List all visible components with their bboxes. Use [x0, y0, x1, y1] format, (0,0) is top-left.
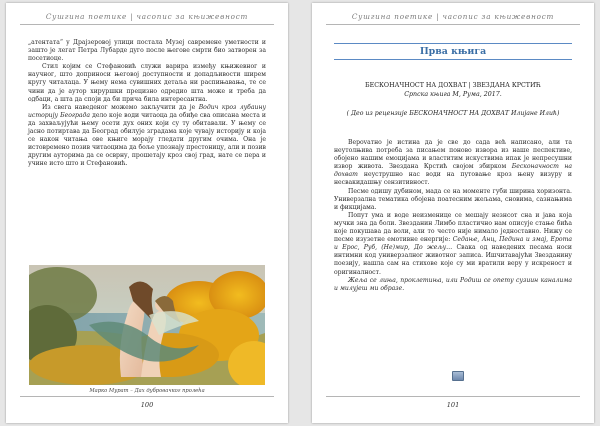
review-title-line: БЕСКОНАЧНОСТ НА ДОХВАТ | ЗВЕЗДАНА КРСТИЋ	[365, 82, 541, 89]
quoted-verse-italic: Жељa се лињa, проклетиња, или Родиш се опету сузиин каналима и милујеш ми образе.	[334, 276, 572, 292]
left-page	[6, 3, 288, 423]
painting-caption: Марко Мурат – Дах дубровачког пролећа	[89, 388, 205, 394]
review-publisher-line: Српска књига М, Рума, 2017.	[404, 91, 502, 98]
paragraph: Песме одишу дубином, мада се на моменте губи ширина хоризонта. Универзална тематика обојена поатесним жељама, сновима, сазнањима и фикцијама.	[334, 187, 572, 211]
footer-rule	[326, 396, 580, 397]
review-title	[332, 81, 574, 99]
running-header: Сушгина поетике | часопис за књижевност	[45, 12, 249, 21]
right-page	[312, 3, 594, 423]
left-body-text	[28, 39, 266, 169]
paragraph-part: Из свега наведеног можемо закључити да је	[42, 103, 199, 111]
review-note: ( Део из рецензије БЕСКОНАЧНОСТ НА ДОХВАТ Илијане Илић)	[346, 110, 560, 117]
header-rule	[20, 24, 274, 25]
running-header: Сушгина поетике | часопис за књижевност	[351, 12, 555, 21]
paragraph: „атентата“ у Драјзеровој улици постала Музеј савремене уметности и зашто је легат Петра Лубарде дуго после његове смрти био затворен за посетиоце.	[28, 39, 266, 63]
paragraph-part: Попут ума и воде неизменице се мешају незнсот сна и јава која мучки зна да боли. Звезданин Лимбо пластично нам описује стање бића које покушава да воли, али то често није нимало једноставно. Нижу се песме изузетне емотивне енергије:	[334, 211, 572, 244]
paragraph-part: Верovатно је истина да је све до сада већ написано, али та неутолњива потреба за писањем поново извора из наше песпективе, обојено нашим емоцијама и властитим искуствима ипак је непресушни извор живота. Звездана Крстић својом збирком	[334, 139, 572, 171]
paragraph	[28, 104, 266, 169]
right-body-text	[334, 139, 572, 293]
book-title-italic: Бесконачност на дохват	[334, 163, 573, 179]
book-heading: Прва књига	[334, 43, 572, 60]
paragraph	[334, 139, 572, 188]
paragraph	[334, 212, 572, 277]
paragraph-part: Свака од наведених песама носи интимни код универзалног животног записа. Ишчитавајући Звезданину поезију, нашла сам на стихове које су ми вратили веру у искреност и оригиналност.	[334, 244, 572, 276]
paragraph-part: неуструшно нас води на путовање кроз њену визуру и несвакидашњу сензитивност.	[334, 171, 572, 187]
painting	[29, 265, 265, 385]
footer-rule	[20, 396, 274, 397]
painting-image	[29, 265, 265, 385]
paragraph	[334, 277, 572, 293]
book-title-italic: Водич кроз лубаину историју Београда	[28, 103, 266, 119]
header-rule	[326, 24, 580, 25]
page-number-left: 100	[140, 401, 154, 409]
paragraph-part: дело које води читаоца да обиђе сва описана места и да захваљујући њему осети дух оних који су ту обитавали. У њему се јасно потиртава да Београд обилује зградама које чувају историју и која се након читања ове књиге морају гледати другим очима. Она је истовремено позив читаоцима да боље упознају престоницу, али и позив другим ауторима да се осврну, прошетају кроз свој град, нате се пера и учине исто што и Стефановић.	[28, 111, 266, 168]
image-placeholder-icon	[452, 371, 464, 381]
paragraph: Стил којим се Стефановић служи варира између књижевног и научног, што доприноси његовој доступности и допадљивости ширем кругу читалаца. У њему нема сувишних детаља ни распињавања, те се чини да је аутор хируршки прецизно одредио шта може и треба да одбаци, а шта да споји да би прича била интересантна.	[28, 63, 266, 103]
page-number-right: 101	[446, 401, 460, 409]
poem-titles-italic: Седање, Анц, Педина и змај, Ерота и Ерос, Руб, (Не)мир, До жељу…	[334, 236, 572, 252]
